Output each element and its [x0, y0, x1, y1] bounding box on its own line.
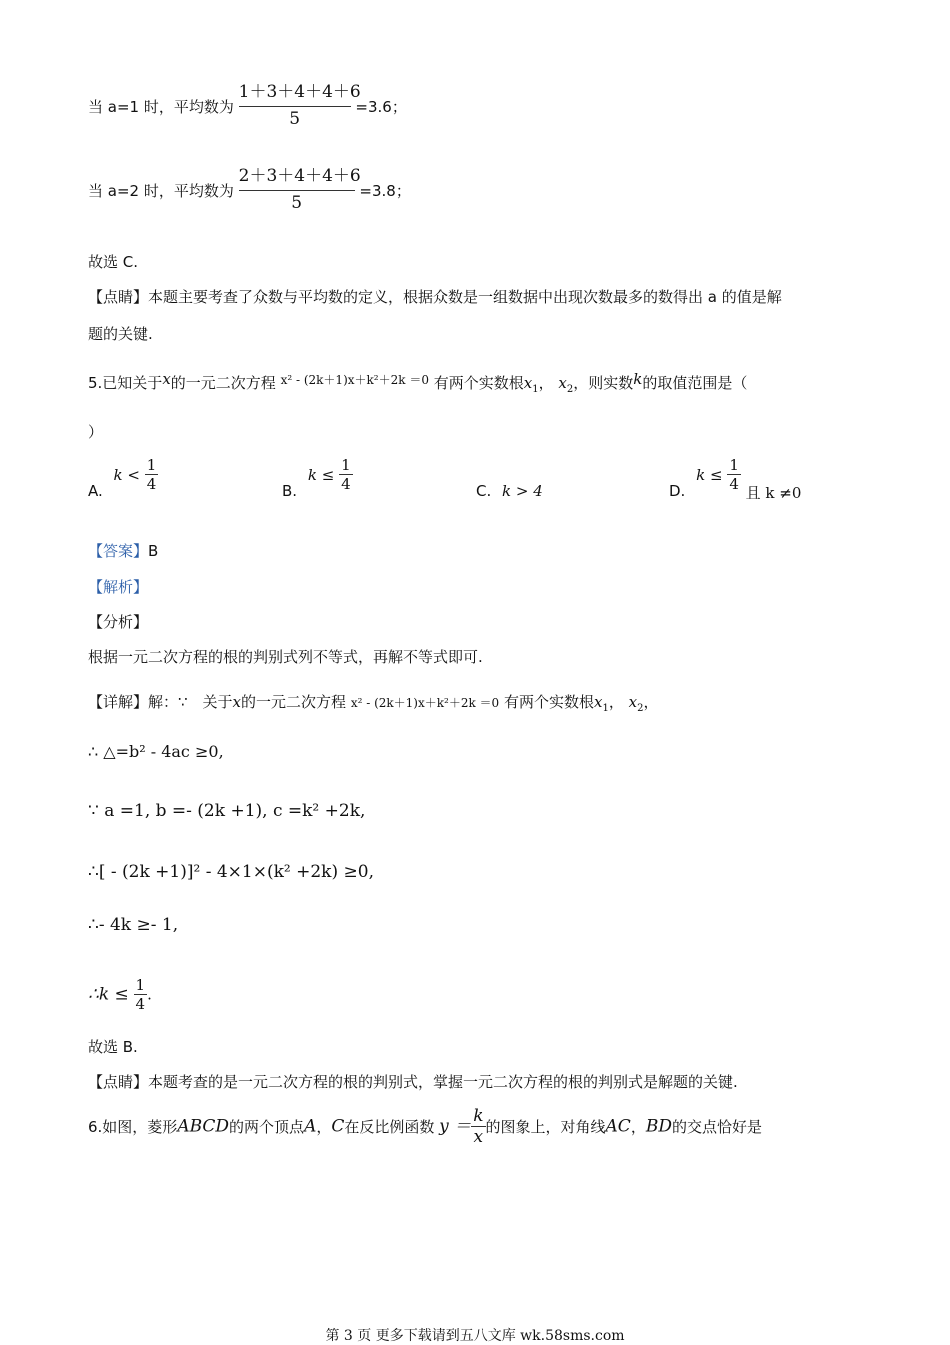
q6-text-2: 的两个顶点	[229, 1117, 305, 1136]
option-a[interactable]	[88, 456, 158, 500]
page-footer: 第 3 页 更多下载请到五八文库 wk.58sms.com	[325, 1328, 625, 1344]
detail-text-1: 【详解】解：∵ 关于	[88, 693, 233, 711]
q5-comma: ，	[538, 374, 554, 392]
answer-value: B	[148, 542, 159, 560]
q5-root-x1-sub: 1	[532, 384, 539, 395]
line-a2-prefix: 当 a=2 时，平均数为	[88, 181, 234, 200]
q6-vertex-a: A	[304, 1116, 317, 1137]
line-a1-prefix: 当 a=1 时，平均数为	[88, 97, 234, 116]
line-a2-suffix: =3.8；	[359, 181, 411, 200]
step-result-expr: ∴k ≤	[88, 984, 129, 1005]
q6-function-num: k	[473, 1106, 484, 1126]
q6-diagonal-bd: BD	[645, 1116, 672, 1137]
q6-comma-1: ，	[316, 1117, 332, 1136]
q5-text-1: 5.已知关于	[88, 374, 163, 392]
jiexi-tag: 【解析】	[88, 578, 149, 596]
step-result-num: 1	[135, 976, 146, 994]
detail-end: ，	[643, 693, 659, 711]
detail-root-x2-sub: 2	[637, 703, 644, 714]
q6-text-4: 的图象上，对角线	[485, 1117, 606, 1136]
dianjing-5: 【点睛】本题考查的是一元二次方程的根的判别式，掌握一元二次方程的根的判别式是解题的关键.	[88, 1073, 738, 1091]
step-inequality: ∴- 4k ≥- 1,	[88, 915, 179, 935]
step-coefficients: ∵ a =1, b =- (2k +1), c =k² +2k,	[88, 801, 366, 821]
option-d-den: 4	[729, 475, 739, 493]
fenxi-text: 根据一元二次方程的根的判别式列不等式，再解不等式即可.	[88, 648, 483, 666]
q5-root-x1: x	[523, 374, 533, 392]
detail-var-x: x	[232, 693, 242, 711]
option-d-expr: k ≤	[696, 465, 723, 484]
option-b[interactable]	[282, 456, 353, 500]
question-5	[88, 370, 747, 396]
step-result	[88, 976, 152, 1013]
q5-text-2: 的一元二次方程	[170, 374, 276, 392]
detail-equation: x² - (2k＋1)x＋k²＋2k ＝0	[350, 696, 500, 710]
detail-text-2: 的一元二次方程	[241, 693, 347, 711]
option-c[interactable]	[476, 482, 543, 500]
step-result-fraction	[134, 976, 148, 1013]
q5-equation: x² - (2k＋1)x＋k²＋2k ＝0	[280, 373, 429, 387]
line-a1	[88, 80, 407, 134]
q6-text-1: 6.如图，菱形	[88, 1117, 178, 1136]
detail-line	[88, 693, 658, 715]
q6-function-y: y ＝	[439, 1116, 472, 1137]
q5-text-4: ，则实数	[573, 374, 634, 392]
q5-var-k: k	[633, 370, 643, 388]
option-c-expr: k > 4	[502, 482, 543, 500]
step-substitute: ∴[ - (2k +1)]² - 4×1×(k² +2k) ≥0,	[88, 862, 374, 882]
q5-close-paren: ）	[88, 423, 104, 441]
option-b-label: B.	[282, 482, 298, 500]
option-b-expr: k ≤	[307, 465, 335, 484]
step-discriminant: ∴ △=b² - 4ac ≥0,	[88, 742, 224, 761]
option-a-num: 1	[146, 456, 157, 474]
q5-root-x2-sub: 2	[566, 384, 574, 395]
fraction-a1-den: 5	[239, 106, 351, 133]
option-c-label: C.	[476, 482, 492, 500]
q6-rhombus: ABCD	[177, 1116, 230, 1137]
line-a1-suffix: =3.6；	[355, 97, 407, 116]
dianjing-4-line2: 题的关键.	[88, 325, 153, 343]
q6-text-5: 的交点恰好是	[671, 1117, 762, 1136]
option-a-den: 4	[146, 475, 157, 493]
option-b-num: 1	[341, 456, 351, 474]
fraction-a2-num: 2＋3＋4＋4＋6	[238, 166, 361, 186]
question-6	[88, 1106, 762, 1148]
option-a-expr: k <	[113, 465, 140, 484]
dianjing-4-line1: 【点睛】本题主要考查了众数与平均数的定义，根据众数是一组数据中出现次数最多的数得出 a 的值是解	[88, 288, 782, 306]
option-b-den: 4	[341, 475, 351, 493]
answer-line	[88, 542, 158, 560]
q6-comma-2: ，	[630, 1117, 646, 1136]
q6-function-fraction	[471, 1106, 485, 1148]
option-d-label: D.	[669, 482, 686, 500]
choose-c: 故选 C.	[88, 253, 139, 271]
detail-text-3: 有两个实数根	[503, 693, 594, 711]
fenxi-tag: 【分析】	[88, 613, 149, 631]
option-b-fraction	[339, 456, 353, 493]
option-a-label: A.	[88, 482, 103, 500]
q5-root-x2: x	[558, 374, 567, 392]
q5-var-x: x	[162, 370, 171, 388]
line-a2	[88, 164, 411, 218]
detail-comma: ，	[608, 693, 624, 711]
q5-text-3: 有两个实数根	[433, 374, 524, 392]
fraction-a1	[238, 80, 361, 134]
option-d-num: 1	[729, 456, 739, 474]
q5-text-5: 的取值范围是（	[642, 374, 748, 392]
q6-vertex-c: C	[331, 1116, 345, 1137]
q6-text-3: 在反比例函数	[344, 1117, 435, 1136]
q6-diagonal-ac: AC	[605, 1116, 631, 1137]
fraction-a1-num: 1＋3＋4＋4＋6	[238, 82, 361, 102]
option-d-condition: 且 k ≠0	[745, 484, 802, 502]
detail-root-x1: x	[593, 693, 603, 711]
detail-root-x1-sub: 1	[602, 703, 609, 714]
detail-root-x2: x	[628, 693, 638, 711]
answer-tag: 【答案】	[88, 542, 149, 560]
step-result-den: 4	[135, 995, 146, 1013]
option-d-fraction	[727, 456, 741, 493]
choose-b: 故选 B.	[88, 1038, 138, 1056]
step-result-period: .	[147, 985, 152, 1004]
q6-function-den: x	[471, 1126, 485, 1147]
fraction-a2	[238, 164, 361, 218]
option-d[interactable]	[669, 456, 801, 503]
fraction-a2-den: 5	[239, 190, 355, 217]
option-a-fraction	[145, 456, 159, 493]
